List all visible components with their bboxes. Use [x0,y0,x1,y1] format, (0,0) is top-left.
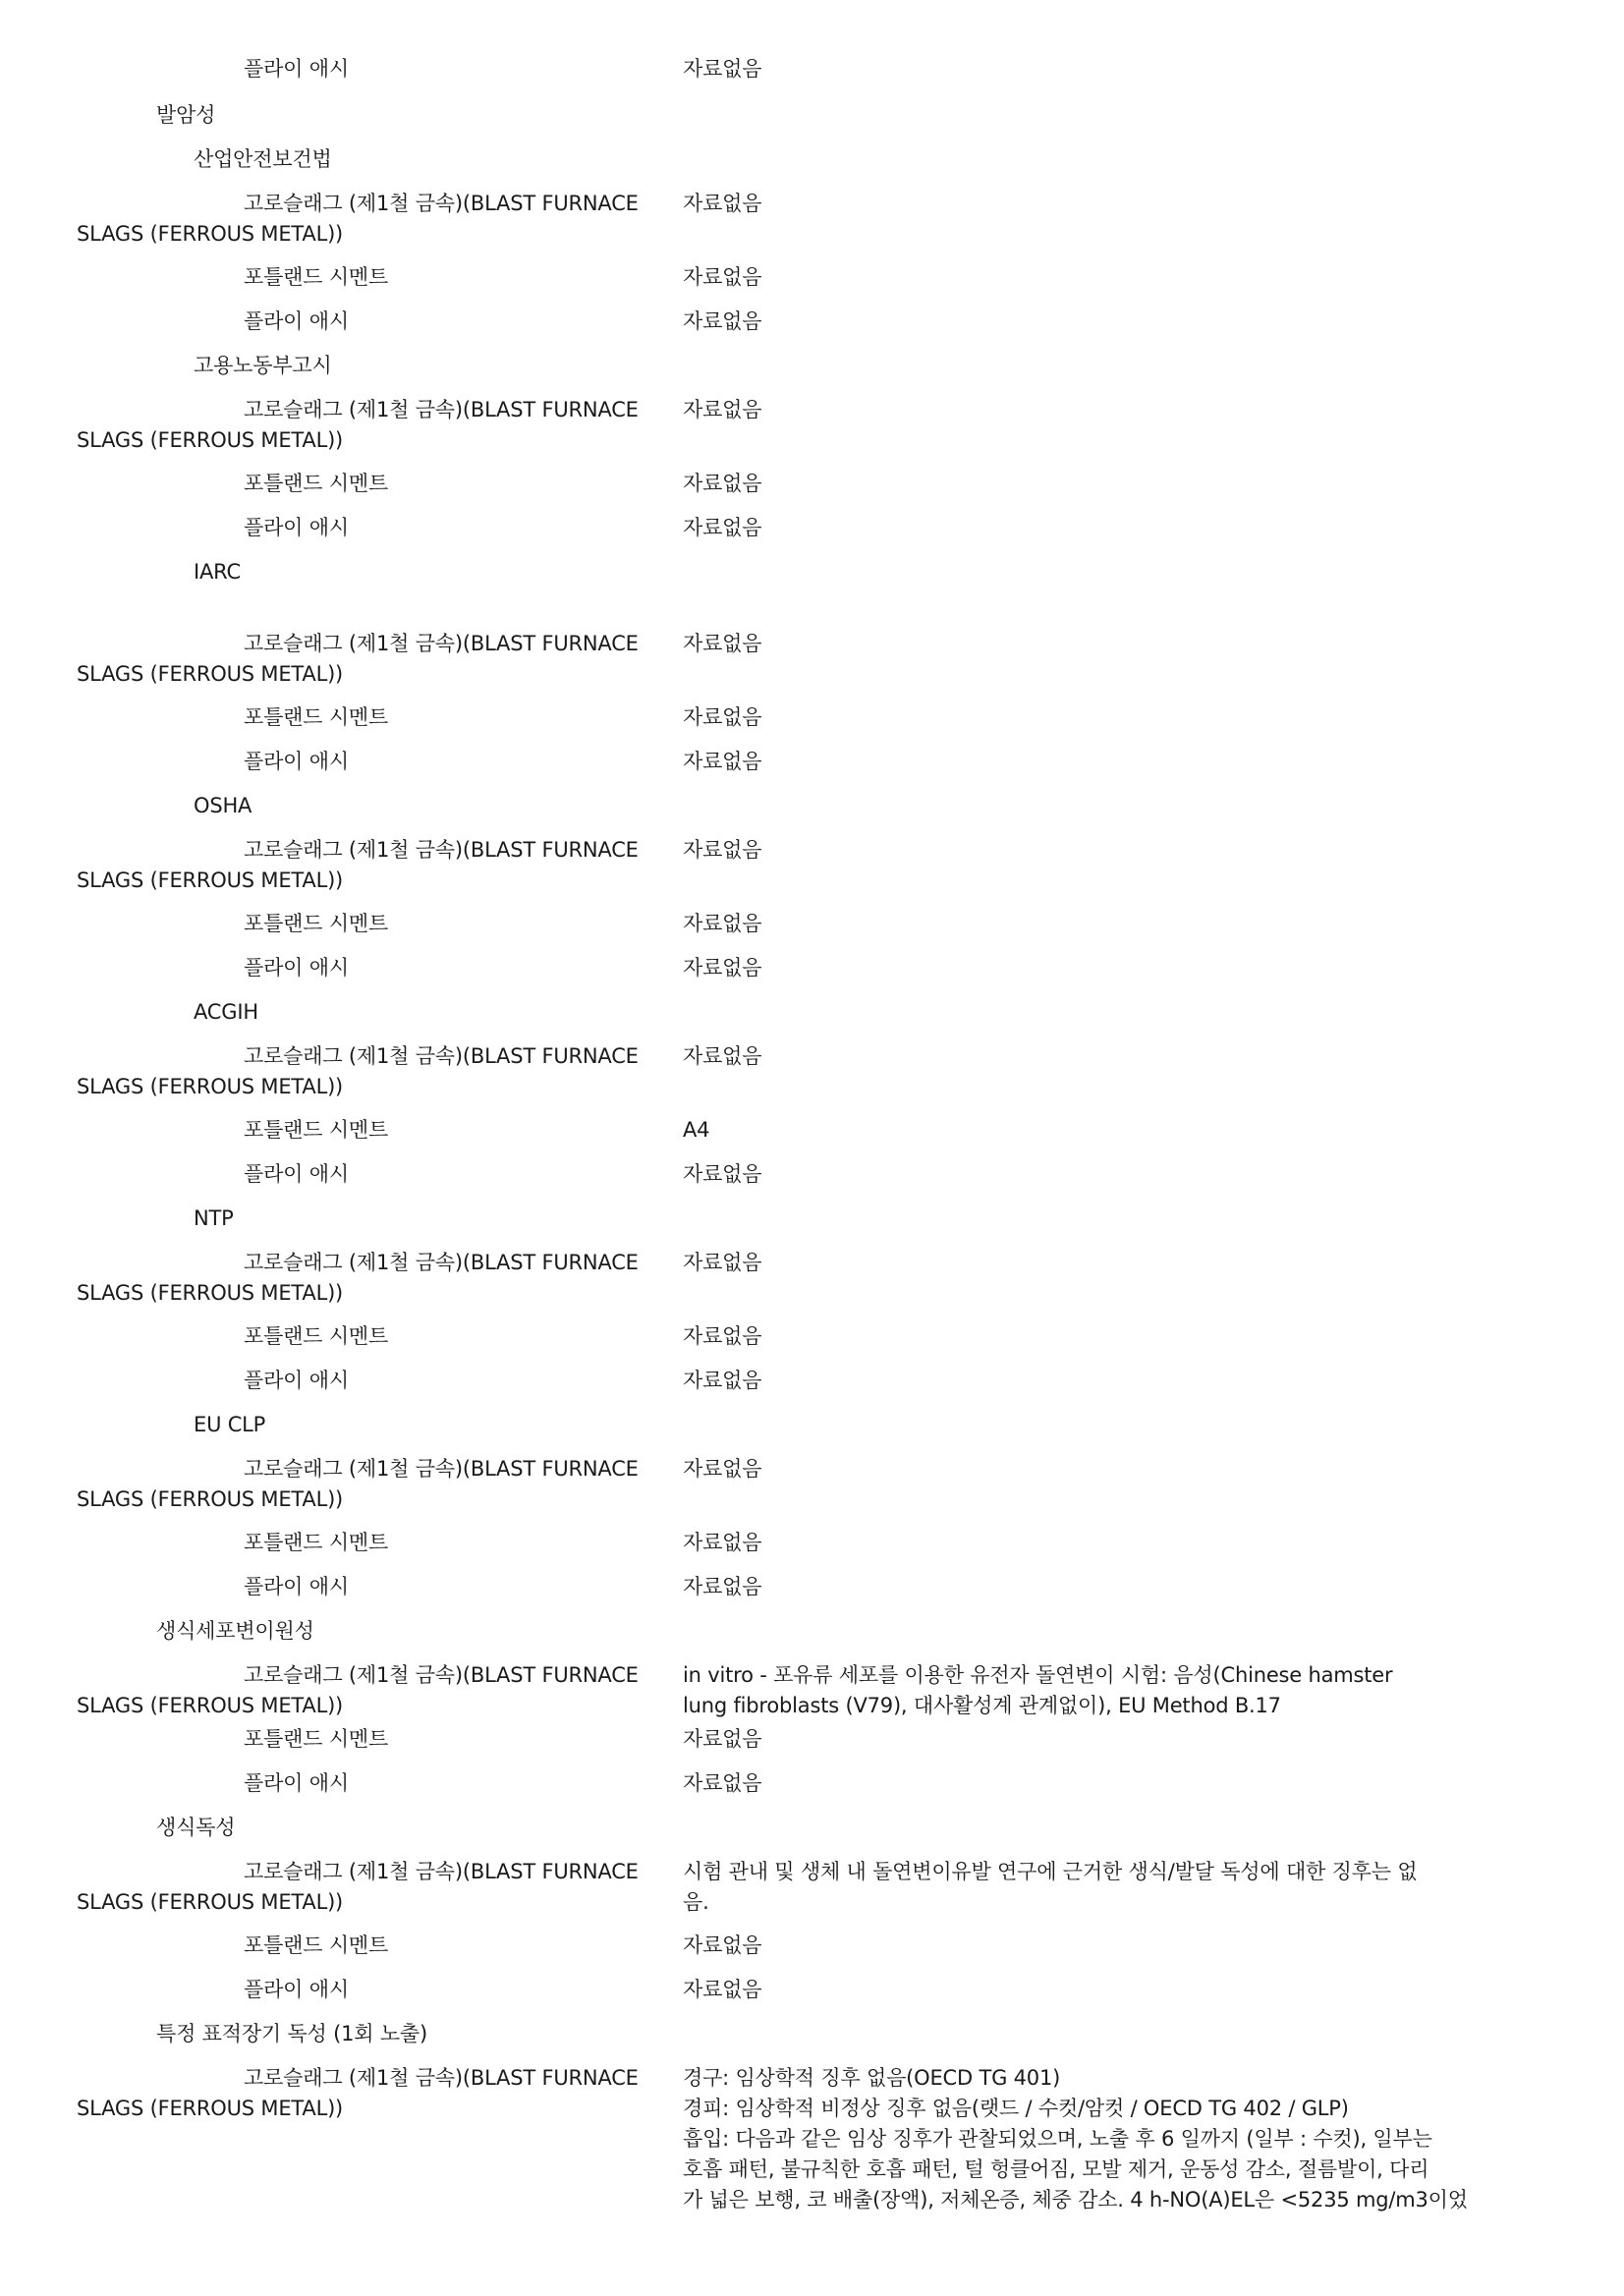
subsection-heading: EU CLP [194,1413,266,1436]
substance-name-continued: SLAGS (FERROUS METAL)) [77,1890,344,1914]
substance-name: 고로슬래그 (제1철 금속)(BLAST FURNACE [244,1251,639,1274]
substance-value: 자료없음 [683,1457,762,1481]
subsection-heading: OSHA [194,794,252,817]
section-heading: 생식독성 [156,1816,236,1839]
substance-name: 고로슬래그 (제1철 금속)(BLAST FURNACE [244,1044,639,1068]
substance-name: 고로슬래그 (제1철 금속)(BLAST FURNACE [244,192,639,215]
substance-value: 자료없음 [683,1933,762,1957]
substance-name-continued: SLAGS (FERROUS METAL)) [77,222,344,246]
substance-name: 고로슬래그 (제1철 금속)(BLAST FURNACE [244,1860,639,1883]
substance-value: 자료없음 [683,1324,762,1348]
subsection-heading: 산업안전보건법 [194,147,332,171]
substance-name: 포틀랜드 시멘트 [244,1727,389,1751]
substance-name: 플라이 애시 [244,309,349,333]
substance-name: 고로슬래그 (제1철 금속)(BLAST FURNACE [244,1663,639,1687]
substance-value: in vitro - 포유류 세포를 이용한 유전자 돌연변이 시험: 음성(Chinese hamster [683,1663,1393,1687]
substance-value-continued: 흡입: 다음과 같은 임상 징후가 관찰되었으며, 노출 후 6 일까지 (일부 : 수컷), 일부는 [683,2127,1432,2151]
section-heading: 발암성 [156,103,216,127]
substance-name-continued: SLAGS (FERROUS METAL)) [77,1281,344,1305]
substance-value-continued: lung fibroblasts (V79), 대사활성계 관계없이), EU Method B.17 [683,1694,1281,1717]
substance-name-continued: SLAGS (FERROUS METAL)) [77,662,344,686]
substance-value: 자료없음 [683,265,762,289]
substance-value: 자료없음 [683,838,762,862]
substance-value-continued: 호흡 패턴, 불규칙한 호흡 패턴, 털 헝클어짐, 모발 제거, 운동성 감소, 절름발이, 다리 [683,2157,1429,2181]
substance-value: 자료없음 [683,57,762,81]
substance-value: 자료없음 [683,750,762,773]
subsection-heading: NTP [194,1206,234,1230]
substance-value: 시험 관내 및 생체 내 돌연변이유발 연구에 근거한 생식/발달 독성에 대한 징후는 없 [683,1860,1418,1883]
substance-name: 고로슬래그 (제1철 금속)(BLAST FURNACE [244,1457,639,1481]
substance-value: 자료없음 [683,912,762,935]
substance-name-continued: SLAGS (FERROUS METAL)) [77,428,344,452]
substance-value: 자료없음 [683,632,762,655]
substance-name-continued: SLAGS (FERROUS METAL)) [77,868,344,892]
substance-name: 고로슬래그 (제1철 금속)(BLAST FURNACE [244,632,639,655]
substance-value: 자료없음 [683,1251,762,1274]
substance-value-continued: 음. [683,1890,709,1914]
section-heading: 생식세포변이원성 [156,1619,314,1643]
substance-name-continued: SLAGS (FERROUS METAL)) [77,1487,344,1511]
substance-name: 플라이 애시 [244,57,349,81]
substance-name-continued: SLAGS (FERROUS METAL)) [77,1694,344,1717]
substance-name: 플라이 애시 [244,1575,349,1598]
subsection-heading: IARC [194,560,241,584]
substance-value: 자료없음 [683,1369,762,1392]
substance-value: 자료없음 [683,472,762,495]
substance-name: 포틀랜드 시멘트 [244,1531,389,1554]
substance-value: 자료없음 [683,309,762,333]
substance-name: 포틀랜드 시멘트 [244,705,389,729]
substance-value: 자료없음 [683,192,762,215]
section-heading: 특정 표적장기 독성 (1회 노출) [156,2022,427,2045]
substance-value: 경구: 임상학적 징후 없음(OECD TG 401) [683,2066,1061,2090]
substance-value: 자료없음 [683,1771,762,1795]
substance-value: 자료없음 [683,1575,762,1598]
substance-name: 플라이 애시 [244,1978,349,2001]
substance-value-continued: 가 넓은 보행, 코 배출(장액), 저체온증, 체중 감소. 4 h-NO(A)EL은 <5235 mg/m3이었 [683,2188,1468,2212]
substance-name: 플라이 애시 [244,1162,349,1186]
substance-value: 자료없음 [683,1978,762,2001]
substance-value: 자료없음 [683,1727,762,1751]
substance-name-continued: SLAGS (FERROUS METAL)) [77,1075,344,1098]
substance-name: 포틀랜드 시멘트 [244,912,389,935]
substance-name: 플라이 애시 [244,1771,349,1795]
substance-name: 플라이 애시 [244,516,349,539]
substance-value: 자료없음 [683,1531,762,1554]
substance-name: 포틀랜드 시멘트 [244,1933,389,1957]
substance-value: A4 [683,1118,710,1142]
substance-name: 플라이 애시 [244,1369,349,1392]
substance-name: 포틀랜드 시멘트 [244,1324,389,1348]
subsection-heading: 고용노동부고시 [194,354,332,377]
substance-name: 플라이 애시 [244,750,349,773]
substance-name: 포틀랜드 시멘트 [244,472,389,495]
substance-name: 포틀랜드 시멘트 [244,1118,389,1142]
subsection-heading: ACGIH [194,1000,258,1024]
substance-name: 고로슬래그 (제1철 금속)(BLAST FURNACE [244,2066,639,2090]
substance-value: 자료없음 [683,516,762,539]
substance-name-continued: SLAGS (FERROUS METAL)) [77,2097,344,2120]
substance-value: 자료없음 [683,1162,762,1186]
substance-name: 고로슬래그 (제1철 금속)(BLAST FURNACE [244,398,639,421]
substance-name: 고로슬래그 (제1철 금속)(BLAST FURNACE [244,838,639,862]
substance-value: 자료없음 [683,1044,762,1068]
substance-name: 포틀랜드 시멘트 [244,265,389,289]
substance-value: 자료없음 [683,398,762,421]
substance-name: 플라이 애시 [244,956,349,980]
substance-value: 자료없음 [683,705,762,729]
substance-value: 자료없음 [683,956,762,980]
substance-value-continued: 경피: 임상학적 비정상 징후 없음(랫드 / 수컷/암컷 / OECD TG 402 / GLP) [683,2097,1349,2120]
